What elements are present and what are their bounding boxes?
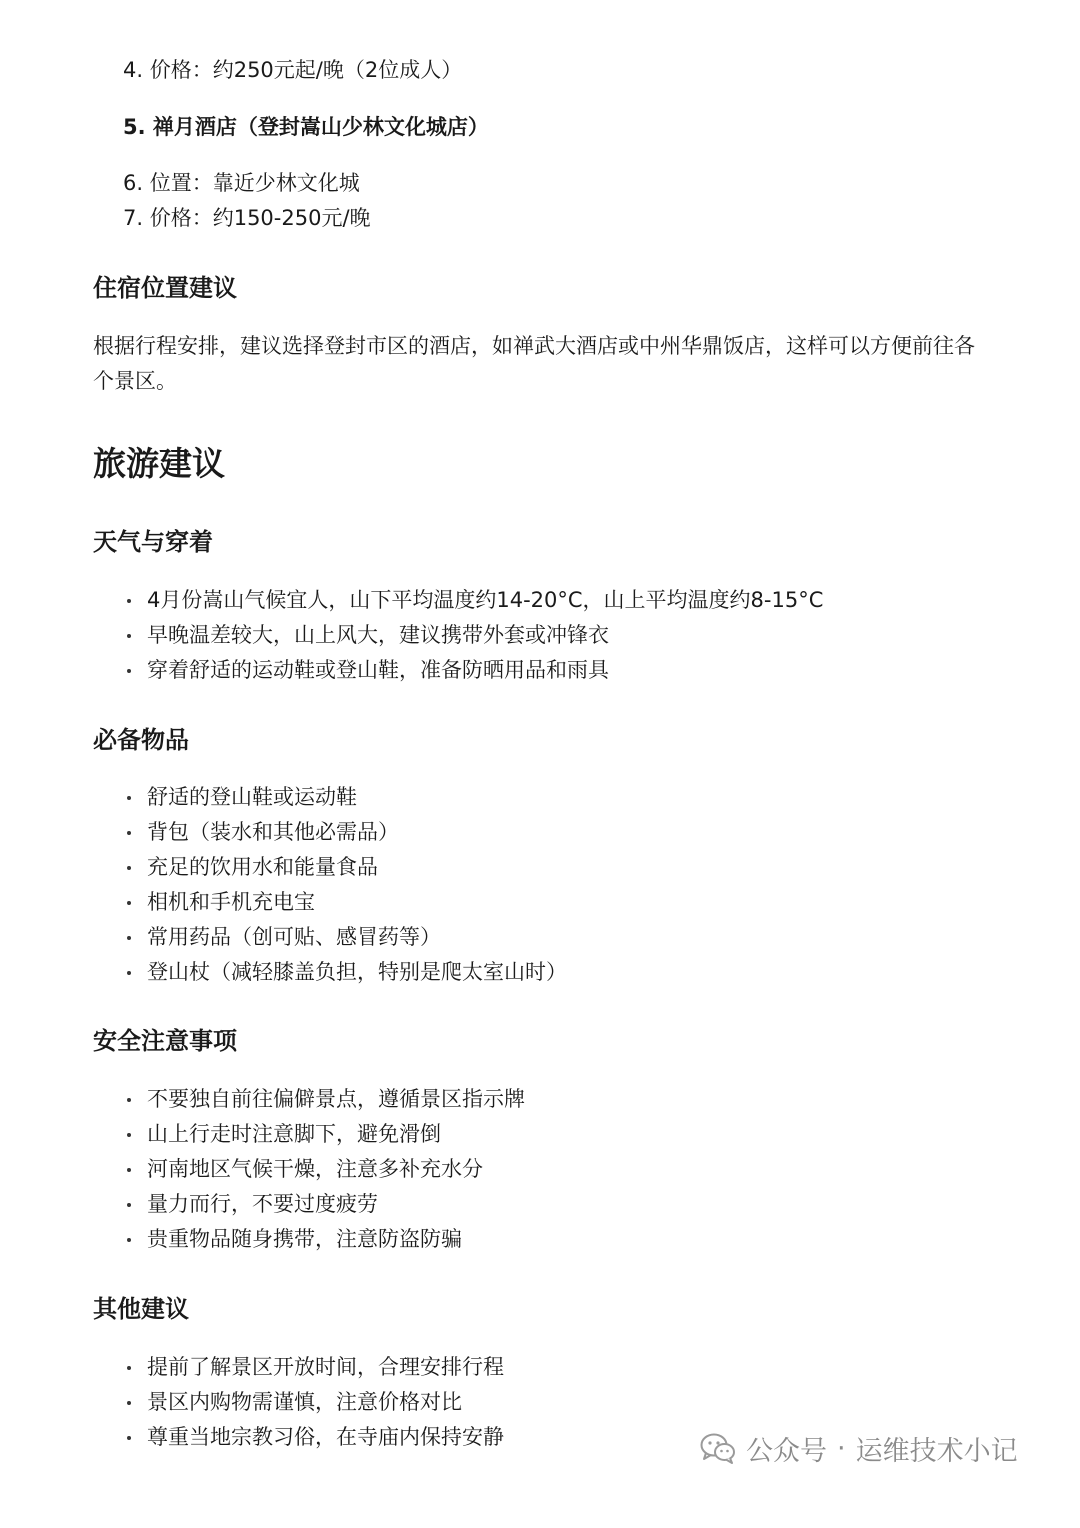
list-item xyxy=(123,850,567,885)
list-item-text: 早晚温差较大，山上风大，建议携带外套或冲锋衣 xyxy=(147,623,609,647)
bullet-icon xyxy=(127,599,131,603)
other-advice-heading: 其他建议 xyxy=(93,1295,189,1323)
list-item xyxy=(123,1350,504,1385)
hotel-list-item-6: 6. 位置：靠近少林文化城 xyxy=(123,171,360,195)
bullet-icon xyxy=(127,971,131,975)
bullet-icon xyxy=(127,1401,131,1405)
list-item xyxy=(123,1187,525,1222)
list-item-text: 尊重当地宗教习俗，在寺庙内保持安静 xyxy=(147,1425,504,1449)
watermark-account: 运维技术小记 xyxy=(855,1435,1018,1467)
list-item xyxy=(123,885,567,920)
list-item-text: 相机和手机充电宝 xyxy=(147,890,315,914)
list-item xyxy=(123,780,567,815)
weather-list xyxy=(123,583,823,688)
essentials-list xyxy=(123,780,567,990)
lodging-advice-heading: 住宿位置建议 xyxy=(93,274,237,302)
bullet-icon xyxy=(127,669,131,673)
bullet-icon xyxy=(127,1238,131,1242)
list-item xyxy=(123,618,823,653)
bullet-icon xyxy=(127,1168,131,1172)
list-item-text: 提前了解景区开放时间，合理安排行程 xyxy=(147,1355,504,1379)
bullet-icon xyxy=(127,1098,131,1102)
list-item-text: 贵重物品随身携带，注意防盗防骗 xyxy=(147,1227,462,1251)
watermark-separator: · xyxy=(837,1432,846,1464)
list-item-text: 背包（装水和其他必需品） xyxy=(147,820,399,844)
list-item xyxy=(123,1222,525,1257)
list-item-text: 4月份嵩山气候宜人，山下平均温度约14-20°C，山上平均温度约8-15°C xyxy=(147,588,824,612)
list-item-text: 量力而行，不要过度疲劳 xyxy=(147,1192,378,1216)
hotel-list-item-7: 7. 价格：约150-250元/晚 xyxy=(123,206,371,230)
list-item xyxy=(123,583,823,618)
list-item-text: 常用药品（创可贴、感冒药等） xyxy=(147,925,441,949)
lodging-advice-paragraph: 根据行程安排，建议选择登封市区的酒店，如禅武大酒店或中州华鼎饭店，这样可以方便前往各个景区。 xyxy=(93,334,975,393)
hotel-list-item-4: 4. 价格：约250元起/晚（2位成人） xyxy=(123,58,463,82)
wechat-watermark xyxy=(700,1428,1018,1468)
list-item-text: 山上行走时注意脚下，避免滑倒 xyxy=(147,1122,441,1146)
other-advice-list xyxy=(123,1350,504,1455)
essentials-heading: 必备物品 xyxy=(93,726,189,754)
hotel-list-item-5: 5. 禅月酒店（登封嵩山少林文化城店） xyxy=(123,115,489,139)
weather-heading: 天气与穿着 xyxy=(93,528,213,556)
list-item xyxy=(123,1420,504,1455)
bullet-icon xyxy=(127,1203,131,1207)
list-item xyxy=(123,1385,504,1420)
bullet-icon xyxy=(127,866,131,870)
wechat-icon xyxy=(700,1432,736,1464)
list-item-text: 河南地区气候干燥，注意多补充水分 xyxy=(147,1157,483,1181)
bullet-icon xyxy=(127,1366,131,1370)
bullet-icon xyxy=(127,831,131,835)
bullet-icon xyxy=(127,1436,131,1440)
watermark-prefix: 公众号 xyxy=(746,1435,827,1467)
list-item xyxy=(123,920,567,955)
bullet-icon xyxy=(127,796,131,800)
list-item xyxy=(123,1117,525,1152)
bullet-icon xyxy=(127,1133,131,1137)
list-item-text: 景区内购物需谨慎，注意价格对比 xyxy=(147,1390,462,1414)
list-item xyxy=(123,1082,525,1117)
bullet-icon xyxy=(127,901,131,905)
travel-tips-heading: 旅游建议 xyxy=(93,444,225,483)
bullet-icon xyxy=(127,634,131,638)
list-item xyxy=(123,653,823,688)
list-item-text: 充足的饮用水和能量食品 xyxy=(147,855,378,879)
list-item-text: 不要独自前往偏僻景点，遵循景区指示牌 xyxy=(147,1087,525,1111)
safety-heading: 安全注意事项 xyxy=(93,1027,237,1055)
bullet-icon xyxy=(127,936,131,940)
safety-list xyxy=(123,1082,525,1257)
list-item-text: 穿着舒适的运动鞋或登山鞋，准备防晒用品和雨具 xyxy=(147,658,609,682)
list-item xyxy=(123,955,567,990)
list-item xyxy=(123,1152,525,1187)
list-item xyxy=(123,815,567,850)
list-item-text: 舒适的登山鞋或运动鞋 xyxy=(147,785,357,809)
list-item-text: 登山杖（减轻膝盖负担，特别是爬太室山时） xyxy=(147,960,567,984)
